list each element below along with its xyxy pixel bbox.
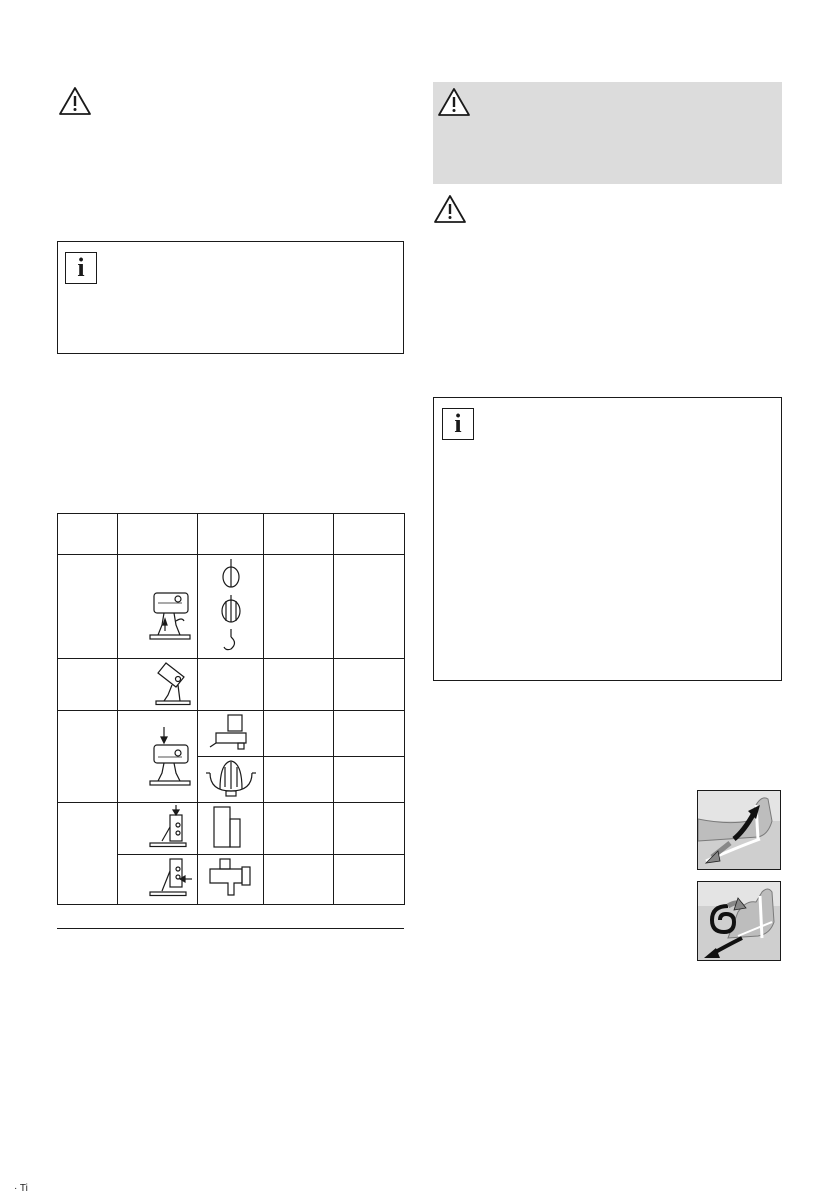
table-cell (118, 659, 198, 711)
table-cell (264, 855, 334, 905)
grain-mill-icon (198, 803, 264, 851)
table-cell (264, 555, 334, 659)
table-row (58, 711, 405, 757)
table-cell (264, 757, 334, 803)
warning-box-shaded (433, 82, 782, 184)
blender-jug-icon (198, 711, 264, 753)
table-cell (58, 659, 118, 711)
warning-triangle-icon (437, 87, 471, 117)
table-cell (198, 803, 264, 855)
table-header-cell (58, 514, 118, 555)
mixer-side-attach-icon (118, 855, 198, 901)
table-header-cell (334, 514, 405, 555)
table-row (58, 803, 405, 855)
table-cell (198, 555, 264, 659)
table-cell (118, 711, 198, 803)
page-footer-mark: · Ti (14, 1183, 28, 1194)
warning-triangle-icon (433, 194, 467, 224)
table-row (58, 555, 405, 659)
mixer-front-outlet-icon (118, 713, 198, 797)
table-header-cell (264, 514, 334, 555)
mixer-head-tilted-icon (118, 659, 198, 707)
table-header-cell (118, 514, 198, 555)
table-cell (264, 659, 334, 711)
table-cell (118, 803, 198, 855)
table-cell (58, 803, 118, 905)
info-i-icon (65, 252, 97, 284)
info-box (57, 241, 404, 354)
table-cell (118, 555, 198, 659)
accessory-table (57, 513, 405, 905)
whisk-icon (198, 555, 264, 655)
mixer-side-outlet-icon (118, 803, 198, 851)
table-cell (334, 855, 405, 905)
mixer-head-up-icon (118, 555, 198, 655)
cord-insert-arrows-icon (698, 791, 781, 870)
table-cell (198, 659, 264, 711)
table-cell (334, 555, 405, 659)
meat-grinder-icon (198, 855, 264, 901)
info-i-icon (442, 408, 474, 440)
cord-wind-arrows-icon (698, 882, 781, 961)
table-header-cell (198, 514, 264, 555)
table-cell (264, 711, 334, 757)
info-box (433, 397, 782, 681)
table-cell (334, 803, 405, 855)
table-cell (334, 659, 405, 711)
table-cell (58, 555, 118, 659)
info-symbol: i (454, 409, 462, 438)
table-row (58, 659, 405, 711)
table-cell (198, 711, 264, 757)
cord-clip-insert-photo (697, 790, 781, 870)
table-cell (334, 711, 405, 757)
table-cell (58, 711, 118, 803)
table-cell (118, 855, 198, 905)
cord-clip-wind-photo (697, 881, 781, 961)
table-header-row (58, 514, 405, 555)
warning-triangle-icon (58, 86, 92, 116)
table-cell (334, 757, 405, 803)
table-cell (198, 855, 264, 905)
citrus-press-icon (198, 757, 264, 799)
section-divider (57, 928, 404, 929)
table-cell (198, 757, 264, 803)
info-symbol: i (77, 253, 85, 282)
table-cell (264, 803, 334, 855)
